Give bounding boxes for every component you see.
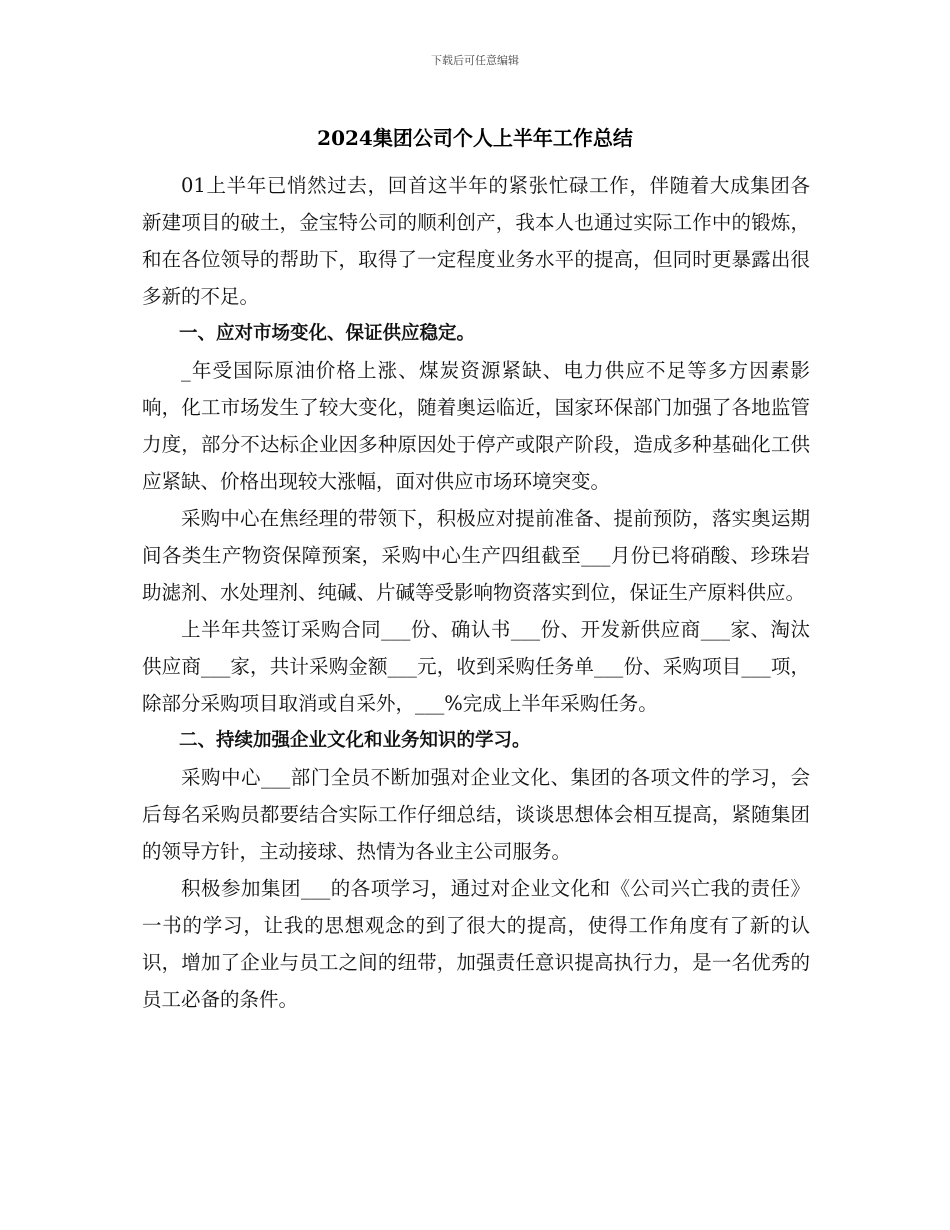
paragraph-group-study: 积极参加集团___的各项学习，通过对企业文化和《公司兴亡我的责任》一书的学习，让我的思想观念的到了很大的提高，使得工作角度有了新的认识，增加了企业与员工之间的纽带，加强责任意识提高执行力，是一名优秀的员工必备的条件。 — [142, 877, 810, 1011]
header-note: 下载后可任意编辑 — [431, 54, 519, 67]
document-title: 2024集团公司个人上半年工作总结 — [317, 126, 633, 150]
document-body — [142, 167, 810, 1018]
paragraph-contracts-summary: 上半年共签订采购合同___份、确认书___份、开发新供应商___家、淘汰供应商___家，共计采购金额___元，收到采购任务单___份、采购项目___项，除部分采购项目取消或自采外，___%完成上半年采购任务。 — [142, 618, 810, 715]
section-heading-2: 二、持续加强企业文化和业务知识的学习。 — [179, 730, 531, 751]
paragraph-market-change: _年受国际原油价格上涨、煤炭资源紧缺、电力供应不足等多方因素影响，化工市场发生了较大变化，随着奥运临近，国家环保部门加强了各地监管力度，部分不达标企业因多种原因处于停产或限产阶段，造成多种基础化工供应紧缺、价格出现较大涨幅，面对供应市场环境突变。 — [142, 359, 810, 493]
paragraph-intro: 01上半年已悄然过去，回首这半年的紧张忙碌工作，伴随着大成集团各新建项目的破土，金宝特公司的顺利创产，我本人也通过实际工作中的锻炼，和在各位领导的帮助下，取得了一定程度业务水平的提高，但同时更暴露出很多新的不足。 — [142, 174, 810, 308]
section-heading-1: 一、应对市场变化、保证供应稳定。 — [179, 323, 476, 344]
paragraph-procurement-center: 采购中心在焦经理的带领下，积极应对提前准备、提前预防，落实奥运期间各类生产物资保障预案，采购中心生产四组截至___月份已将硝酸、珍珠岩助滤剂、水处理剂、纯碱、片碱等受影响物资落实到位，保证生产原料供应。 — [142, 507, 810, 604]
paragraph-culture-learning: 采购中心___部门全员不断加强对企业文化、集团的各项文件的学习，会后每名采购员都要结合实际工作仔细总结，谈谈思想体会相互提高，紧随集团的领导方针，主动接球、热情为各业主公司服务。 — [142, 766, 810, 863]
